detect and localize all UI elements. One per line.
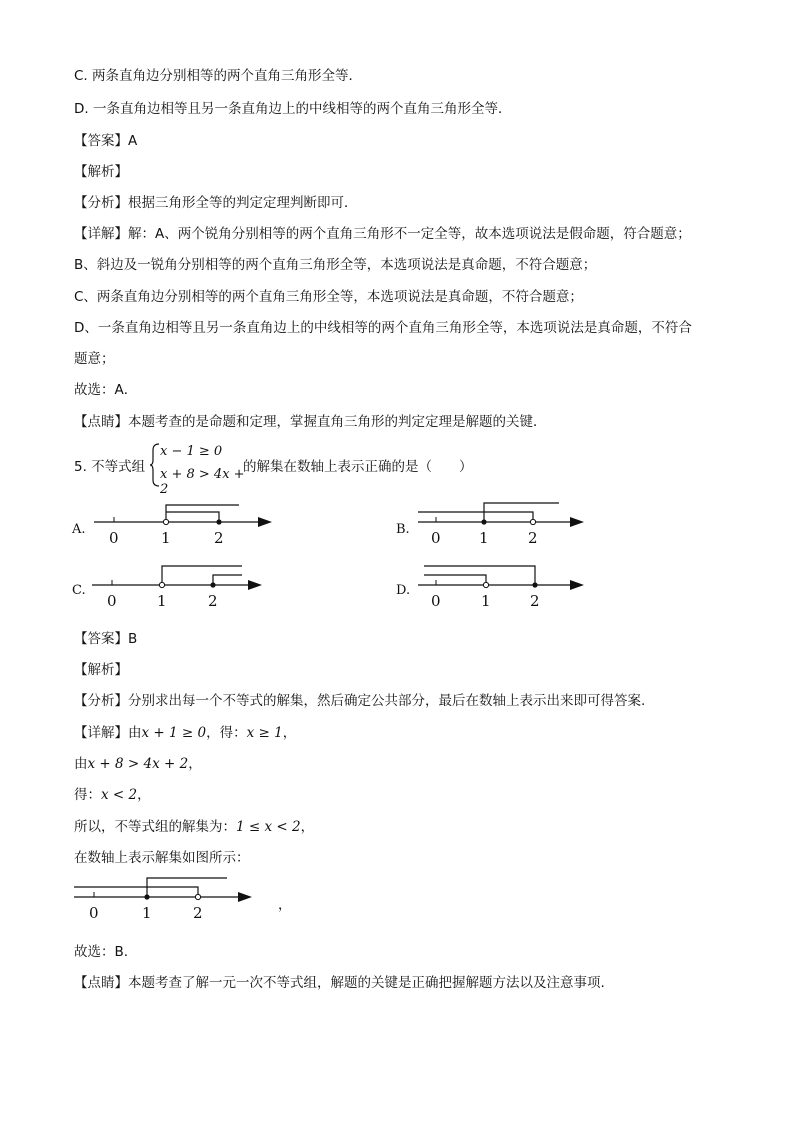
option-d-label: D. <box>396 583 411 598</box>
option-c-number-line <box>88 558 278 613</box>
inequality-system <box>150 442 250 497</box>
dianjing-4: 【点睛】本题考查的是命题和定理，掌握直角三角形的判定定理是解题的关键． <box>74 414 547 430</box>
tick-label-0: 0 <box>107 592 117 610</box>
suoyi-b: ， <box>300 819 315 835</box>
answer-4: 【答案】A <box>74 133 138 149</box>
option-c-label: C. <box>72 583 86 598</box>
suoyi-math: 1 ≤ x < 2 <box>236 819 301 835</box>
you-math: x + 8 > 4x + 2 <box>87 756 189 772</box>
you-a: 由 <box>74 756 88 772</box>
de-line <box>74 786 151 804</box>
de-b: ， <box>137 787 151 803</box>
tick-label-1: 1 <box>157 592 167 610</box>
d-line-1: D、一条直角边相等且另一条直角边上的中线相等的两个直角三角形全等，本选项说法是真命题，不符合 <box>74 320 692 336</box>
xiangjie-5 <box>74 724 296 742</box>
option-d-text: D. 一条直角边相等且另一条直角边上的中线相等的两个直角三角形全等． <box>74 101 512 117</box>
b-line: B、斜边及一锐角分别相等的两个直角三角形全等，本选项说法是真命题，不符合题意； <box>74 257 597 273</box>
dianjing-5: 【点睛】本题考查了解一元一次不等式组，解题的关键是正确把握解题方法以及注意事项. <box>74 975 605 991</box>
system-line-2: x + 8 > 4x + 2 <box>160 467 245 497</box>
q5-suffix: 的解集在数轴上表示正确的是（ ） <box>243 459 473 475</box>
tick-label-2: 2 <box>528 529 538 547</box>
you-b: ， <box>188 756 202 772</box>
tick-label-1: 1 <box>142 904 152 922</box>
tick-label-2: 2 <box>193 904 203 922</box>
you-line <box>74 755 202 773</box>
guxuan-5: 故选：B. <box>74 944 129 960</box>
suoyi-line <box>74 818 314 836</box>
xiangjie-4: 【详解】解：A、两个锐角分别相等的两个直角三角形不一定全等，故本选项说法是假命题，符合题意； <box>74 226 691 242</box>
fenxi-5: 【分析】分别求出每一个不等式的解集，然后确定公共部分，最后在数轴上表示出来即可得答案. <box>74 693 646 709</box>
system-line-1: x − 1 ≥ 0 <box>160 444 223 459</box>
option-b-label: B. <box>396 522 410 537</box>
xiangjie-5-b: ，得： <box>206 725 247 741</box>
de-a: 得： <box>74 787 101 803</box>
tick-label-2: 2 <box>214 529 224 547</box>
option-c-text: C. 两条直角边分别相等的两个直角三角形全等． <box>74 68 363 84</box>
xiangjie-5-c: ， <box>282 725 297 741</box>
tick-label-0: 0 <box>89 904 99 922</box>
tick-label-2: 2 <box>208 592 218 610</box>
option-b-number-line <box>414 495 594 550</box>
answer-5: 【答案】B <box>74 631 138 647</box>
option-a-number-line <box>90 495 280 550</box>
c-line: C、两条直角边分别相等的两个直角三角形全等，本选项说法是真命题，不符合题意； <box>74 289 583 305</box>
tick-label-0: 0 <box>109 529 119 547</box>
comma-after-figure: ， <box>278 897 292 913</box>
zai-line: 在数轴上表示解集如图所示： <box>74 850 250 866</box>
guxuan-4: 故选：A． <box>74 382 138 398</box>
tick-label-0: 0 <box>431 592 441 610</box>
analysis-heading-5: 【解析】 <box>74 662 128 678</box>
xiangjie-5-math-1: x + 1 ≥ 0 <box>141 725 207 741</box>
xiangjie-5-a: 【详解】由 <box>74 725 142 741</box>
tick-label-2: 2 <box>530 592 540 610</box>
fenxi-4: 【分析】根据三角形全等的判定定理判断即可． <box>74 195 358 211</box>
d-line-2: 题意； <box>74 351 115 367</box>
tick-label-1: 1 <box>479 529 489 547</box>
tick-label-1: 1 <box>481 592 491 610</box>
analysis-heading-4: 【解析】 <box>74 164 128 180</box>
q5-prefix: 5. 不等式组 <box>74 459 146 475</box>
option-a-label: A. <box>72 522 86 537</box>
suoyi-a: 所以，不等式组的解集为： <box>74 819 236 835</box>
option-d-number-line <box>414 558 594 613</box>
xiangjie-5-math-2: x ≥ 1 <box>246 725 283 741</box>
tick-label-0: 0 <box>431 529 441 547</box>
de-math: x < 2 <box>101 787 138 803</box>
tick-label-1: 1 <box>161 529 171 547</box>
solution-number-line <box>70 870 270 925</box>
